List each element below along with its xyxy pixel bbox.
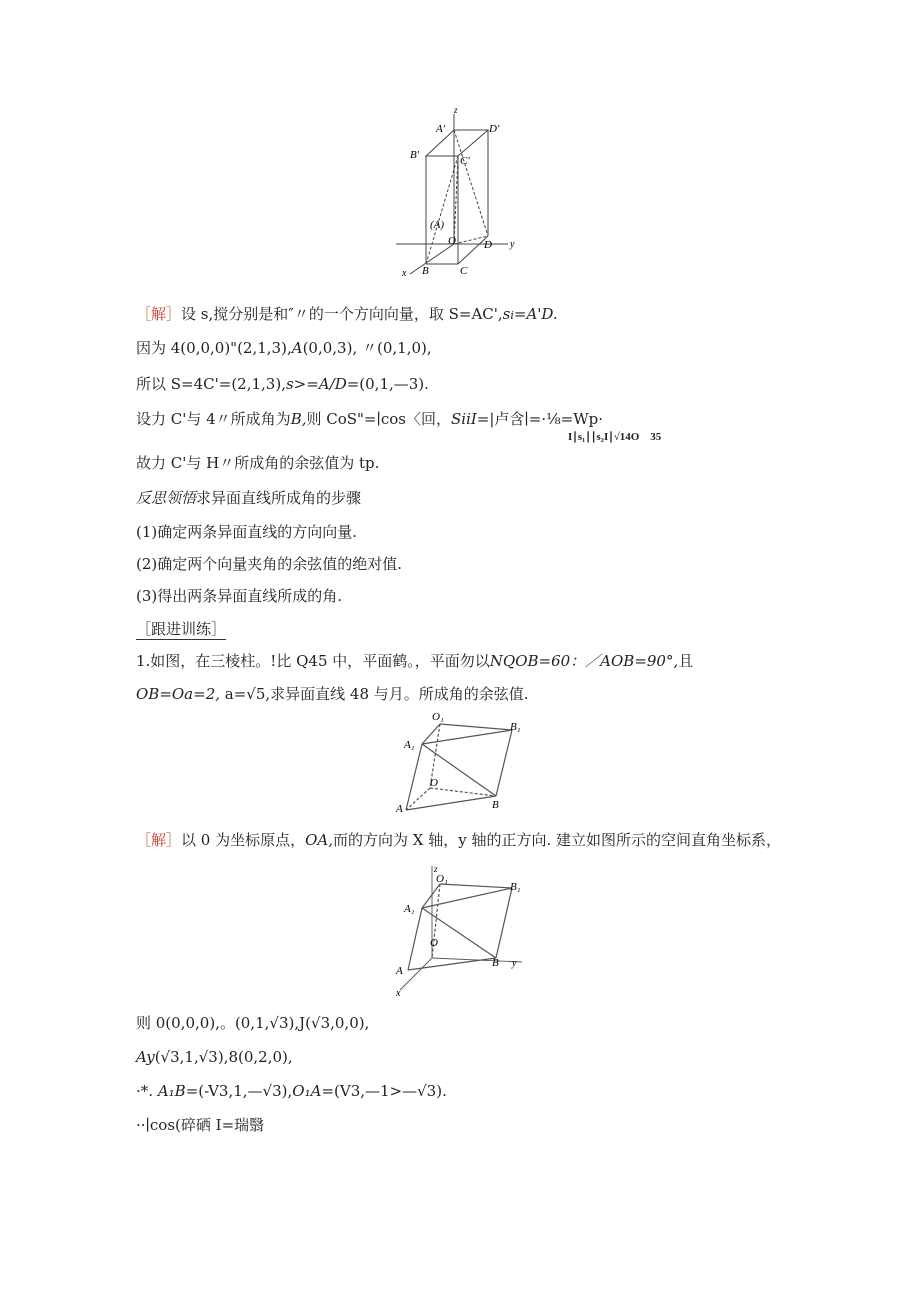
follow-up-heading: ［跟进训练］ <box>136 620 227 638</box>
d-label: D <box>484 239 492 251</box>
text-line-4-subscript: I∣s₁∣∣s₂I∣√14O 35 <box>568 431 662 443</box>
y-label: y <box>512 958 517 969</box>
y-label: y <box>510 239 515 250</box>
reflection-heading: 反思领悟求异面直线所成角的步骤 <box>136 489 362 507</box>
a-paren-label: (A) <box>430 219 445 231</box>
b1-label: B₁ <box>510 881 521 893</box>
d-prime-label: D' <box>489 123 500 135</box>
c-prime-label: C' <box>460 155 470 167</box>
text-line-16: ··∣cos(碎硒 I=瑞翳 <box>136 1116 265 1134</box>
o1-label: O₁ <box>432 711 444 723</box>
text-line-5: 故力 C'与 H〃所成角的余弦值为 tp. <box>136 454 380 472</box>
solution-1-line: ［解］设 s,搅分别是和″〃的一个方向向量，取 S=AC',si=A'D. <box>136 305 558 323</box>
solution-2-line: ［解］以 0 为坐标原点，OA,而的方向为 X 轴，y 轴的正方向. 建立如图所示的空间直角坐标系， <box>136 831 782 849</box>
b1-label: B₁ <box>510 721 521 733</box>
z-label: z <box>434 864 438 874</box>
problem-line-2: OB=Oa=2, a=√5,求异面直线 48 与月。所成角的余弦值. <box>136 685 529 703</box>
solution-tag: ［解］ <box>136 831 182 849</box>
a-label: A <box>396 965 403 977</box>
a1-label: A₁ <box>404 903 415 915</box>
b-label: B <box>492 957 499 969</box>
o-label: O <box>430 777 438 789</box>
step-1: (1)确定两条异面直线的方向向量. <box>136 523 358 541</box>
step-2: (2)确定两个向量夹角的余弦值的绝对值. <box>136 555 403 573</box>
step-3: (3)得出两条异面直线所成的角. <box>136 587 343 605</box>
solution-tag: ［解］ <box>136 305 182 323</box>
text-line-14: Ay(√3,1,√3),8(0,2,0), <box>136 1048 293 1066</box>
a-label: A <box>396 803 403 815</box>
text-line-2: 因为 4(0,0,0)"(2,1,3),A(0,0,3), 〃(0,1,0), <box>136 339 432 357</box>
o-label: O <box>430 937 438 949</box>
b-label: B <box>492 799 499 811</box>
problem-line-1: 1.如图，在三棱柱。!比 Q45 中，平面鹤。，平面勿以NQOB=60：／AOB=90°,且 <box>136 652 694 670</box>
o-label: O <box>448 235 456 247</box>
text-line-13: 则 0(0,0,0),。(0,1,√3),J(√3,0,0), <box>136 1014 370 1032</box>
a-prime-label: A' <box>436 123 446 135</box>
triangular-prism-figure <box>392 708 532 820</box>
prism-figure <box>396 104 532 282</box>
text-line-4: 设力 C'与 4〃所成角为B,则 CoS"=∣cos〈回，SiiI=|卢含∣=·⅛=Wp· <box>136 410 604 428</box>
a1-label: A₁ <box>404 739 415 751</box>
z-label: z <box>454 105 458 115</box>
b-label: B <box>422 265 429 277</box>
c-label: C <box>460 265 468 277</box>
x-axis <box>410 244 454 274</box>
coordinate-prism-figure <box>392 862 532 1002</box>
x-label: x <box>402 268 407 279</box>
text-line-15: ·*. A₁B=(-V3,1,—√3),O₁A=(V3,—1>—√3). <box>136 1082 447 1100</box>
o1-label: O₁ <box>436 873 448 885</box>
b-prime-label: B' <box>410 149 420 161</box>
x-label: x <box>396 988 401 999</box>
text-line-3: 所以 S=4C'=(2,1,3),s>=A/D=(0,1,—3). <box>136 375 429 393</box>
